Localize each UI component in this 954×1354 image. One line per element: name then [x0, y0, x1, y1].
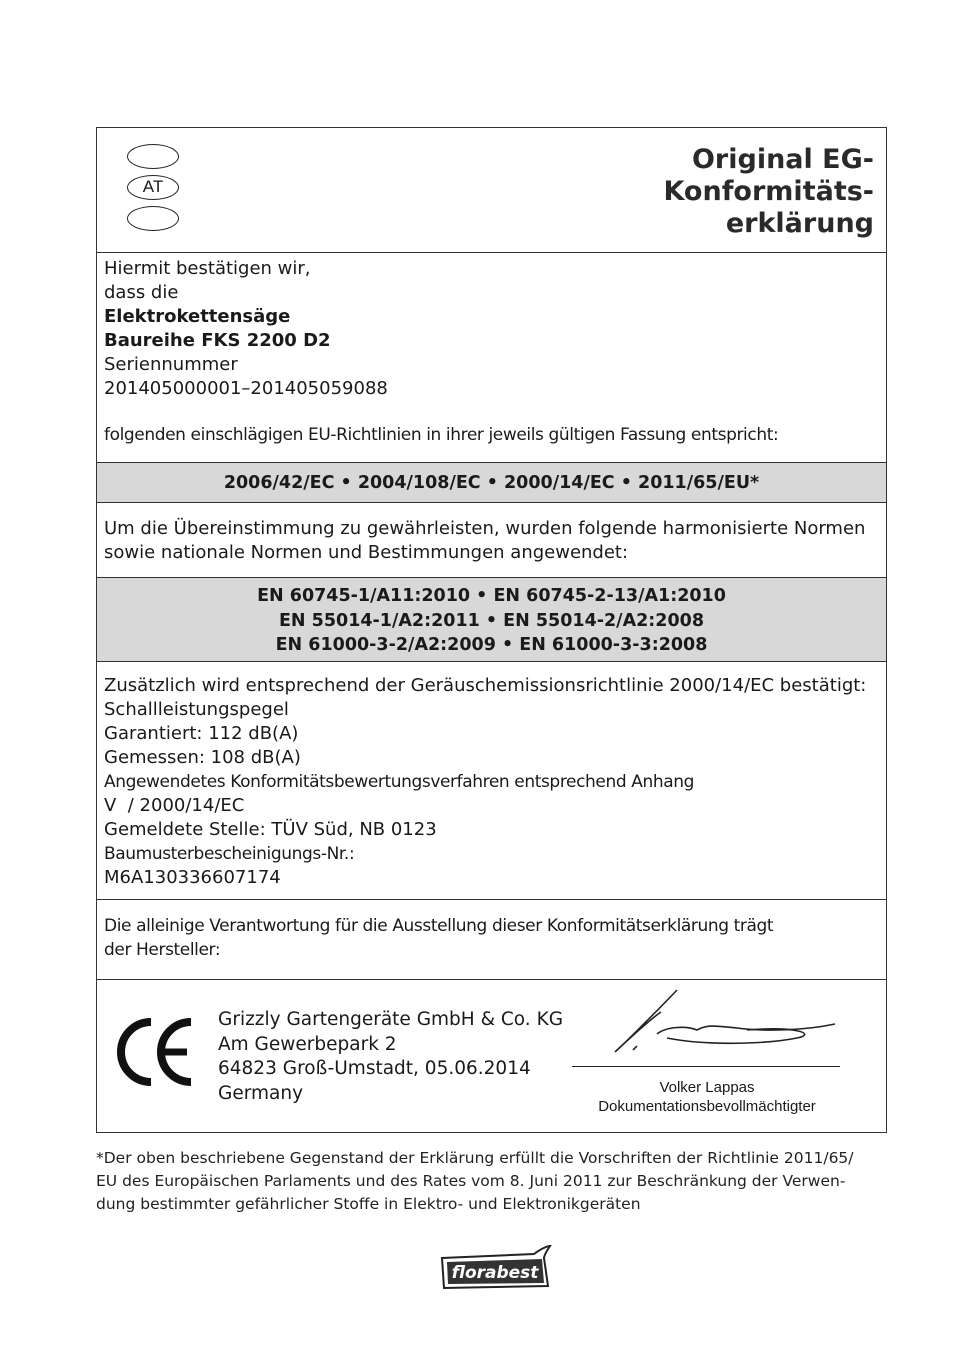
footnote-line-1: *Der oben beschriebene Gegenstand der Erklärung erfüllt die Vorschriften der Richtlinie 2011/65/	[96, 1149, 854, 1167]
manufacturer-street: Am Gewerbepark 2	[218, 1033, 397, 1055]
title-line-2: Konformitäts-	[663, 176, 874, 207]
cert-label: Baumusterbescheinigungs-Nr.:	[104, 844, 355, 864]
logo-text: florabest	[451, 1263, 539, 1283]
intro-line-2: dass die	[104, 282, 179, 303]
country-oval-bottom	[127, 206, 179, 231]
intro-line-1: Hiermit bestätigen wir,	[104, 258, 311, 279]
norms-line-2: EN 55014-1/A2:2011 • EN 55014-2/A2:2008	[278, 610, 705, 631]
responsibility-line-1: Die alleinige Verantwortung für die Ausstellung dieser Konformitätserklärung trägt	[104, 916, 774, 936]
country-oval-top	[127, 144, 179, 169]
noise-annex: V / 2000/14/EC	[104, 795, 245, 816]
responsibility-section	[97, 900, 886, 980]
product-name: Elektrokettensäge	[104, 306, 291, 327]
declaration-header	[97, 128, 886, 253]
signature-image	[597, 986, 847, 1066]
cert-number: M6A130336607174	[104, 867, 281, 888]
title-line-3: erklärung	[725, 208, 874, 239]
norms-intro-section	[97, 503, 886, 578]
noise-measured: Gemessen: 108 dB(A)	[104, 747, 301, 768]
country-oval-at: AT	[127, 175, 179, 200]
footnote-line-2: EU des Europäischen Parlaments und des Rates vom 8. Juni 2011 zur Beschränkung der Verwen-	[96, 1172, 846, 1190]
serial-range: 201405000001–201405059088	[104, 378, 388, 399]
manufacturer-address	[218, 1008, 563, 1106]
footnote-line-3: dung bestimmter gefährlicher Stoffe in Elektro- und Elektronikgeräten	[96, 1195, 641, 1213]
notified-body: Gemeldete Stelle: TÜV Süd, NB 0123	[104, 819, 437, 840]
intro-section	[97, 253, 886, 463]
directives-intro: folgenden einschlägigen EU-Richtlinien in ihrer jeweils gültigen Fassung entspricht:	[104, 425, 779, 445]
directives-bar: 2006/42/EC • 2004/108/EC • 2000/14/EC • 2011/65/EU*	[97, 463, 886, 503]
noise-section	[97, 662, 886, 900]
manufacturer-country: Germany	[218, 1082, 304, 1104]
norms-line-3: EN 61000-3-2/A2:2009 • EN 61000-3-3:2008	[275, 635, 708, 655]
signature-section	[97, 980, 886, 1132]
serial-label: Seriennummer	[104, 354, 238, 375]
signer-name: Volker Lappas	[659, 1079, 755, 1096]
norms-intro-line-1: Um die Übereinstimmung zu gewährleisten, wurden folgende harmonisierte Normen	[104, 518, 866, 539]
noise-procedure: Angewendetes Konformitätsbewertungsverfahren entsprechend Anhang	[104, 772, 695, 792]
norms-bar	[97, 578, 886, 662]
title-line-1: Original EG-	[691, 144, 874, 175]
ce-mark-icon	[115, 1016, 195, 1088]
florabest-logo	[438, 1244, 552, 1290]
signature-line	[572, 1066, 840, 1067]
manufacturer-name: Grizzly Gartengeräte GmbH & Co. KG	[218, 1009, 564, 1030]
declaration-box	[96, 127, 887, 1133]
noise-line-2: Schallleistungspegel	[104, 699, 289, 720]
noise-guaranteed: Garantiert: 112 dB(A)	[104, 723, 299, 744]
footnote	[96, 1147, 891, 1216]
signer-role: Dokumentationsbevollmächtigter	[598, 1098, 816, 1115]
norms-line-1: EN 60745-1/A11:2010 • EN 60745-2-13/A1:2010	[257, 586, 726, 606]
product-series: Baureihe FKS 2200 D2	[104, 330, 331, 351]
responsibility-line-2: der Hersteller:	[104, 940, 221, 960]
noise-line-1: Zusätzlich wird entsprechend der Geräuschemissionsrichtlinie 2000/14/EC bestätigt:	[104, 675, 867, 696]
norms-intro-line-2: sowie nationale Normen und Bestimmungen angewendet:	[104, 542, 629, 563]
country-ovals	[127, 144, 179, 237]
signer-block	[572, 1078, 842, 1116]
page-title	[663, 144, 874, 240]
manufacturer-city-date: 64823 Groß-Umstadt, 05.06.2014	[218, 1058, 531, 1079]
